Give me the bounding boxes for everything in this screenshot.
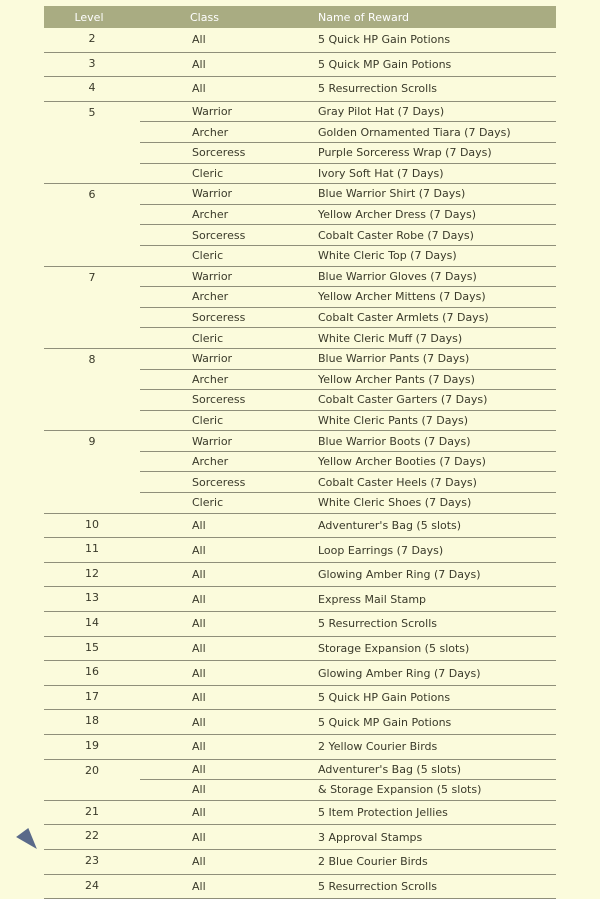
class-cell: All <box>140 587 314 612</box>
level-cell: 20 <box>44 759 140 800</box>
class-cell: Archer <box>140 451 314 472</box>
reward-cell: Blue Warrior Gloves (7 Days) <box>314 266 556 287</box>
level-cell: 21 <box>44 800 140 825</box>
reward-cell: 2 Blue Courier Birds <box>314 849 556 874</box>
level-cell: 15 <box>44 636 140 661</box>
class-cell: All <box>140 800 314 825</box>
table-row <box>44 101 556 122</box>
reward-cell: White Cleric Top (7 Days) <box>314 245 556 266</box>
reward-cell: Blue Warrior Boots (7 Days) <box>314 431 556 452</box>
reward-cell: Cobalt Caster Garters (7 Days) <box>314 390 556 411</box>
table-row <box>44 710 556 735</box>
reward-cell: Yellow Archer Dress (7 Days) <box>314 204 556 225</box>
table-row <box>44 538 556 563</box>
class-cell: All <box>140 77 314 102</box>
class-cell: All <box>140 513 314 538</box>
reward-cell: & Storage Expansion (5 slots) <box>314 780 556 801</box>
class-cell: Warrior <box>140 101 314 122</box>
table-row <box>44 348 556 369</box>
reward-cell: Adventurer's Bag (5 slots) <box>314 513 556 538</box>
level-cell: 19 <box>44 735 140 760</box>
table-row <box>44 685 556 710</box>
reward-cell: Blue Warrior Pants (7 Days) <box>314 348 556 369</box>
table-row <box>44 52 556 77</box>
reward-cell: 5 Quick MP Gain Potions <box>314 52 556 77</box>
level-cell: 9 <box>44 431 140 513</box>
table-row <box>44 825 556 850</box>
reward-cell: Purple Sorceress Wrap (7 Days) <box>314 142 556 163</box>
table-row <box>44 184 556 205</box>
class-cell: Warrior <box>140 184 314 205</box>
table-row <box>44 661 556 686</box>
header-class: Class <box>140 6 314 28</box>
level-rewards-table <box>44 6 556 899</box>
level-cell: 4 <box>44 77 140 102</box>
table-row <box>44 759 556 780</box>
table-row <box>44 612 556 637</box>
class-cell: Warrior <box>140 431 314 452</box>
reward-cell: Adventurer's Bag (5 slots) <box>314 759 556 780</box>
class-cell: Sorceress <box>140 225 314 246</box>
reward-cell: Glowing Amber Ring (7 Days) <box>314 562 556 587</box>
class-cell: All <box>140 538 314 563</box>
table-header <box>44 6 556 28</box>
level-cell: 12 <box>44 562 140 587</box>
level-cell: 17 <box>44 685 140 710</box>
class-cell: Warrior <box>140 348 314 369</box>
class-cell: Sorceress <box>140 307 314 328</box>
reward-cell: White Cleric Shoes (7 Days) <box>314 493 556 514</box>
class-cell: All <box>140 849 314 874</box>
class-cell: Cleric <box>140 245 314 266</box>
reward-cell: White Cleric Pants (7 Days) <box>314 410 556 431</box>
class-cell: All <box>140 710 314 735</box>
class-cell: All <box>140 874 314 899</box>
reward-cell: 5 Resurrection Scrolls <box>314 612 556 637</box>
table-row <box>44 800 556 825</box>
reward-cell: Blue Warrior Shirt (7 Days) <box>314 184 556 205</box>
class-cell: All <box>140 612 314 637</box>
level-cell: 7 <box>44 266 140 348</box>
class-cell: Archer <box>140 287 314 308</box>
reward-cell: 2 Yellow Courier Birds <box>314 735 556 760</box>
level-cell: 13 <box>44 587 140 612</box>
table-row <box>44 735 556 760</box>
level-cell: 16 <box>44 661 140 686</box>
class-cell: Archer <box>140 122 314 143</box>
class-cell: Sorceress <box>140 142 314 163</box>
level-cell: 24 <box>44 874 140 899</box>
table-row <box>44 562 556 587</box>
reward-cell: Yellow Archer Mittens (7 Days) <box>314 287 556 308</box>
header-row <box>44 6 556 28</box>
reward-cell: Yellow Archer Booties (7 Days) <box>314 451 556 472</box>
reward-cell: White Cleric Muff (7 Days) <box>314 328 556 349</box>
class-cell: All <box>140 661 314 686</box>
table-row <box>44 266 556 287</box>
class-cell: All <box>140 759 314 780</box>
class-cell: All <box>140 780 314 801</box>
class-cell: Archer <box>140 204 314 225</box>
table-row <box>44 28 556 52</box>
reward-cell: 5 Resurrection Scrolls <box>314 77 556 102</box>
level-cell: 23 <box>44 849 140 874</box>
class-cell: Archer <box>140 369 314 390</box>
reward-cell: Express Mail Stamp <box>314 587 556 612</box>
level-cell: 5 <box>44 101 140 183</box>
level-cell: 8 <box>44 348 140 430</box>
table-row <box>44 636 556 661</box>
reward-cell: 5 Quick MP Gain Potions <box>314 710 556 735</box>
reward-cell: Ivory Soft Hat (7 Days) <box>314 163 556 184</box>
class-cell: Warrior <box>140 266 314 287</box>
level-cell: 14 <box>44 612 140 637</box>
reward-cell: Glowing Amber Ring (7 Days) <box>314 661 556 686</box>
level-cell: 10 <box>44 513 140 538</box>
table-row <box>44 77 556 102</box>
reward-cell: 5 Item Protection Jellies <box>314 800 556 825</box>
class-cell: All <box>140 52 314 77</box>
table-row <box>44 431 556 452</box>
reward-cell: 5 Quick HP Gain Potions <box>314 685 556 710</box>
level-cell: 18 <box>44 710 140 735</box>
class-cell: Sorceress <box>140 390 314 411</box>
class-cell: All <box>140 825 314 850</box>
header-level: Level <box>44 6 140 28</box>
level-cell: 2 <box>44 28 140 52</box>
level-cell: 3 <box>44 52 140 77</box>
table-body <box>44 28 556 899</box>
reward-cell: Cobalt Caster Heels (7 Days) <box>314 472 556 493</box>
reward-cell: Golden Ornamented Tiara (7 Days) <box>314 122 556 143</box>
corner-decoration <box>16 825 44 849</box>
table-row <box>44 849 556 874</box>
table-row <box>44 513 556 538</box>
class-cell: Cleric <box>140 410 314 431</box>
reward-cell: Loop Earrings (7 Days) <box>314 538 556 563</box>
class-cell: Cleric <box>140 493 314 514</box>
reward-cell: Yellow Archer Pants (7 Days) <box>314 369 556 390</box>
table-row <box>44 587 556 612</box>
reward-cell: Cobalt Caster Robe (7 Days) <box>314 225 556 246</box>
class-cell: Sorceress <box>140 472 314 493</box>
reward-cell: 5 Quick HP Gain Potions <box>314 28 556 52</box>
class-cell: All <box>140 735 314 760</box>
reward-cell: Storage Expansion (5 slots) <box>314 636 556 661</box>
class-cell: Cleric <box>140 328 314 349</box>
class-cell: All <box>140 636 314 661</box>
table-row <box>44 874 556 899</box>
level-cell: 6 <box>44 184 140 266</box>
reward-cell: Cobalt Caster Armlets (7 Days) <box>314 307 556 328</box>
reward-cell: Gray Pilot Hat (7 Days) <box>314 101 556 122</box>
class-cell: All <box>140 28 314 52</box>
level-cell: 11 <box>44 538 140 563</box>
class-cell: Cleric <box>140 163 314 184</box>
header-reward: Name of Reward <box>314 6 556 28</box>
class-cell: All <box>140 685 314 710</box>
reward-cell: 5 Resurrection Scrolls <box>314 874 556 899</box>
level-cell: 22 <box>44 825 140 850</box>
class-cell: All <box>140 562 314 587</box>
reward-cell: 3 Approval Stamps <box>314 825 556 850</box>
